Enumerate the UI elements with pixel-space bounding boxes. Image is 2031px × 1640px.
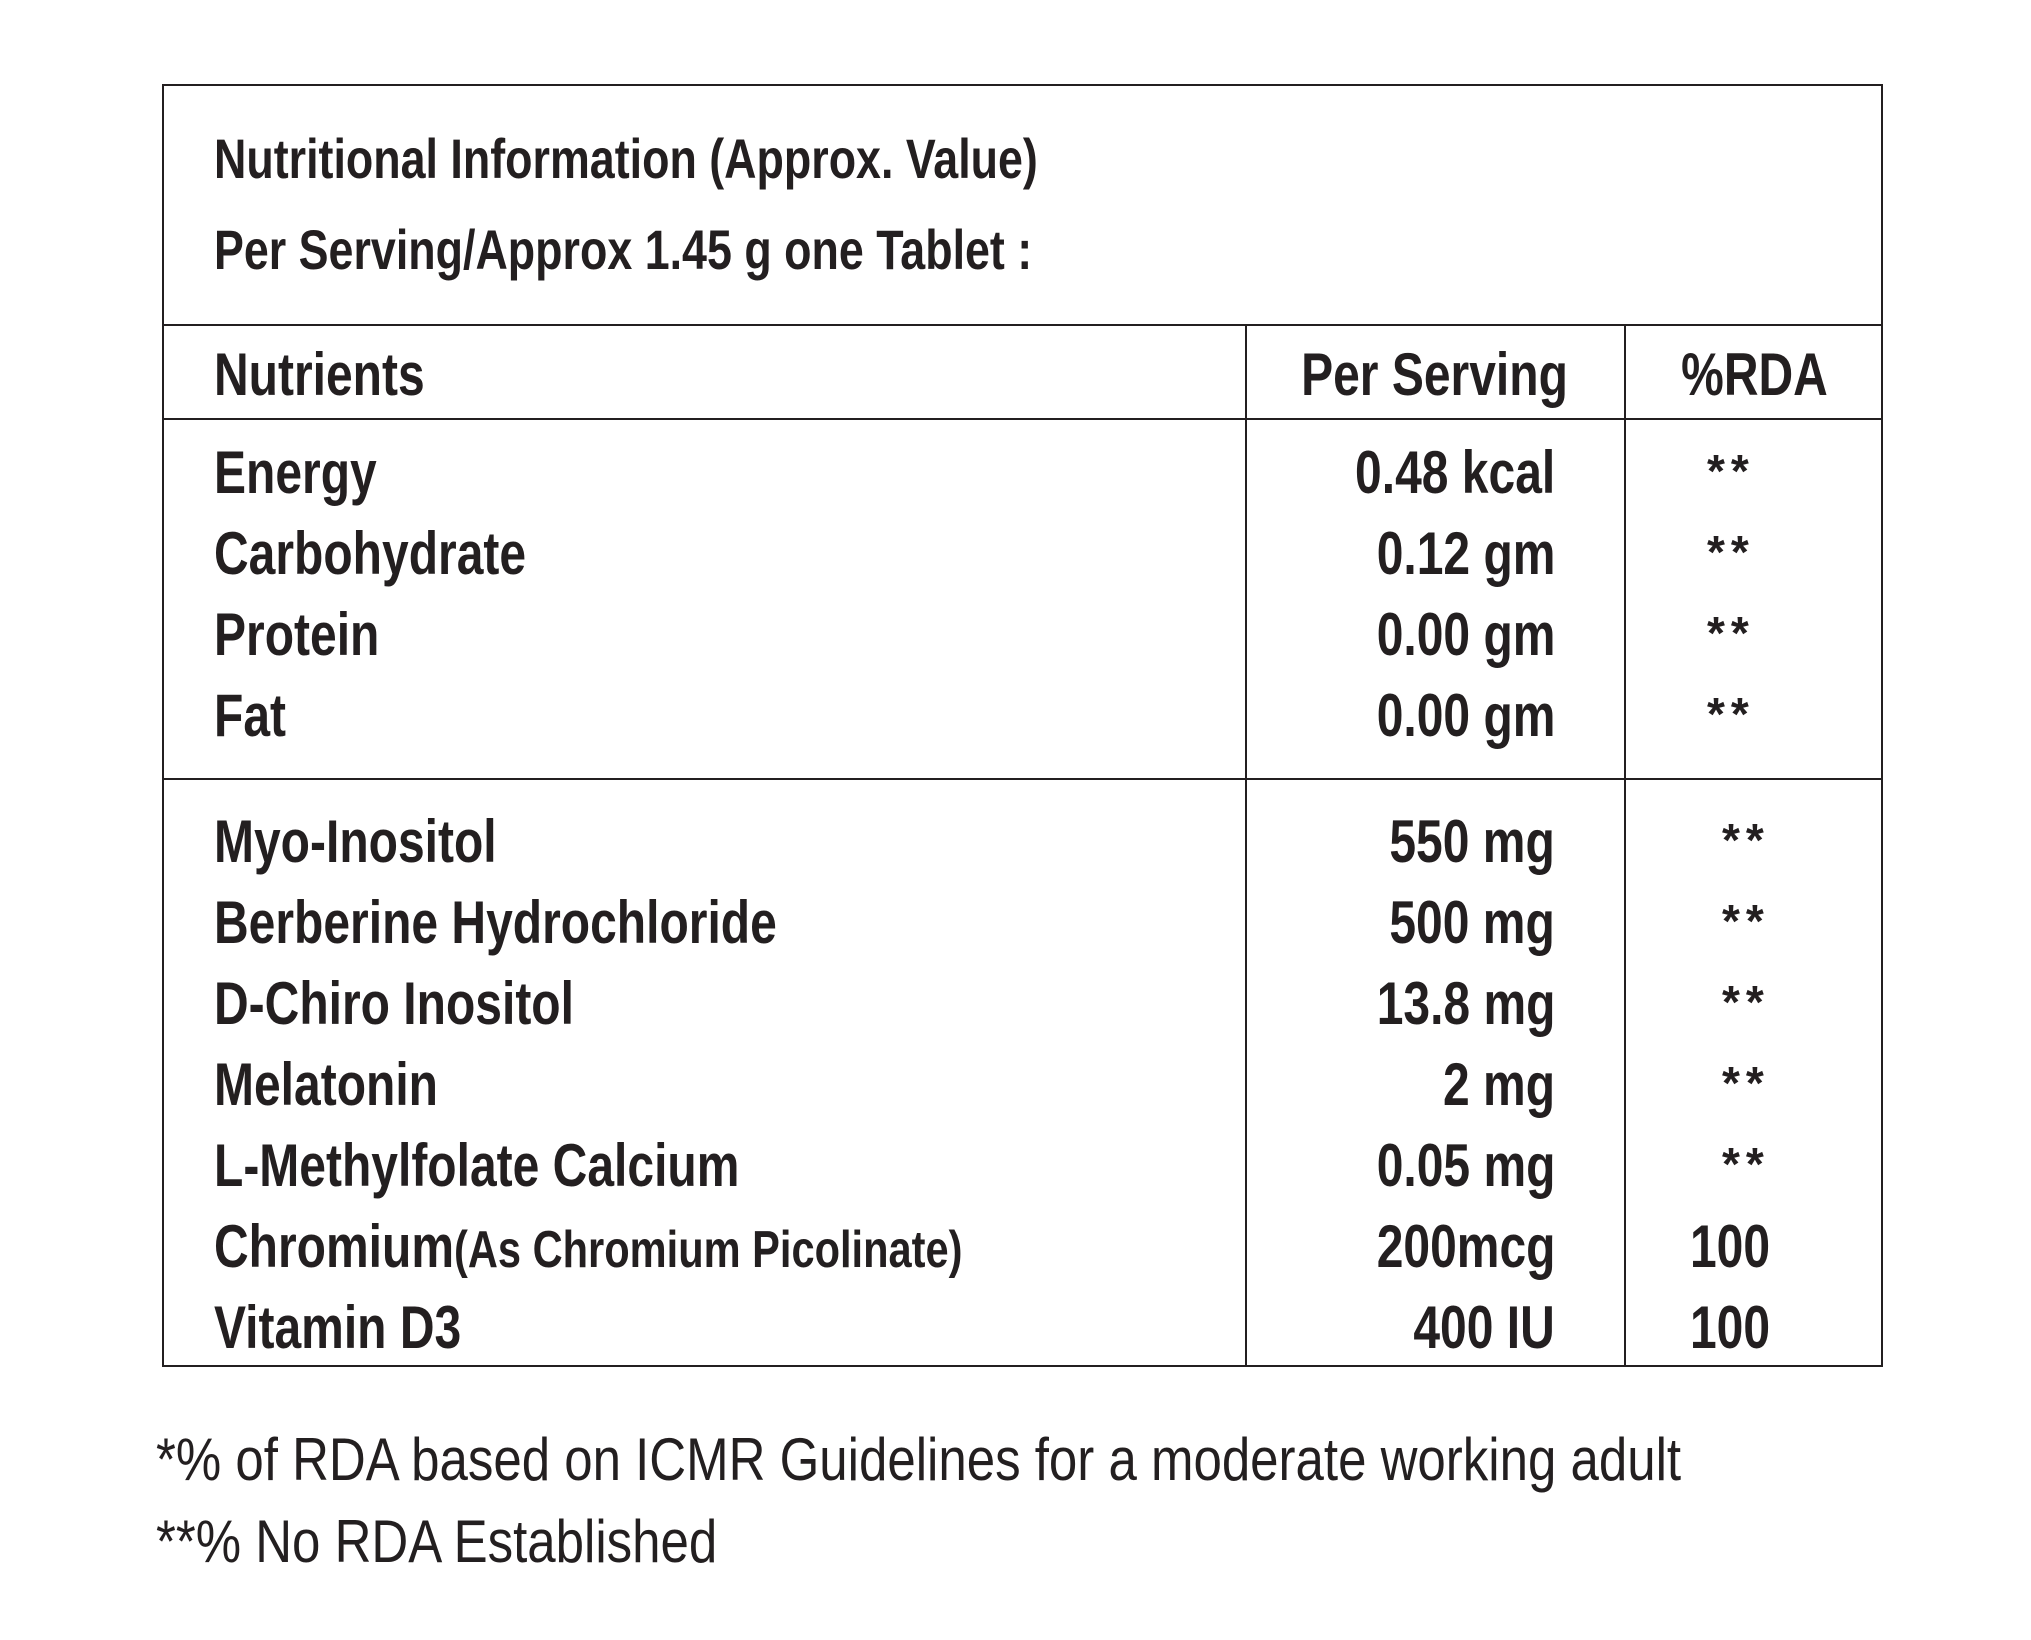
nutrient-value: 0.05 mg [1376,1132,1555,1199]
nutrient-value: 400 IU [1413,1294,1555,1361]
nutrition-table [162,84,1883,1367]
row-divider [164,778,1881,780]
nutrient-rda: ** [1707,607,1755,659]
column-header-rda: %RDA [1681,341,1828,408]
nutrient-value: 0.12 gm [1376,520,1555,587]
footnote-no-rda: **% No RDA Established [156,1508,718,1575]
column-header-per-serving: Per Serving [1301,341,1568,408]
nutrient-name-qualifier: (As Chromium Picolinate) [454,1221,963,1279]
table-title: Nutritional Information (Approx. Value) [214,127,1038,190]
nutrient-name: Melatonin [214,1051,438,1118]
nutrient-rda: ** [1707,526,1755,578]
table-header-box [164,86,1881,326]
nutrient-rda: 100 [1689,1213,1771,1280]
nutrient-name: Fat [214,682,286,749]
column-header-nutrients: Nutrients [214,341,425,408]
nutrient-name [214,1213,963,1280]
nutrient-name-main: Chromium [214,1213,454,1280]
nutrient-rda: ** [1722,1057,1770,1109]
column-divider [1624,326,1626,1365]
nutrient-name: Protein [214,601,380,668]
nutrient-value: 500 mg [1389,889,1555,956]
nutrient-name: Myo-Inositol [214,808,497,875]
nutrient-rda: 100 [1689,1294,1771,1361]
nutrient-name: Vitamin D3 [214,1294,462,1361]
nutrient-rda: ** [1722,976,1770,1028]
nutrient-name: Carbohydrate [214,520,527,587]
nutrient-value: 0.00 gm [1376,601,1555,668]
nutrient-value: 0.48 kcal [1354,439,1555,506]
nutrient-rda: ** [1722,814,1770,866]
nutrient-rda: ** [1707,445,1755,497]
column-divider [1245,326,1247,1365]
nutrient-value: 13.8 mg [1376,970,1555,1037]
nutrient-value: 2 mg [1442,1051,1555,1118]
nutrient-name: L-Methylfolate Calcium [214,1132,740,1199]
row-divider [164,418,1881,420]
nutrient-name: D-Chiro Inositol [214,970,574,1037]
nutrient-value: 0.00 gm [1376,682,1555,749]
nutrient-value: 550 mg [1389,808,1555,875]
nutrient-value: 200mcg [1376,1213,1555,1280]
nutrient-name: Berberine Hydrochloride [214,889,777,956]
serving-size: Per Serving/Approx 1.45 g one Tablet : [214,218,1033,281]
nutrient-rda: ** [1722,1138,1770,1190]
nutrient-name: Energy [214,439,377,506]
nutrient-rda: ** [1722,895,1770,947]
footnote-rda-basis: *% of RDA based on ICMR Guidelines for a moderate working adult [156,1426,1682,1493]
nutrient-rda: ** [1707,688,1755,740]
